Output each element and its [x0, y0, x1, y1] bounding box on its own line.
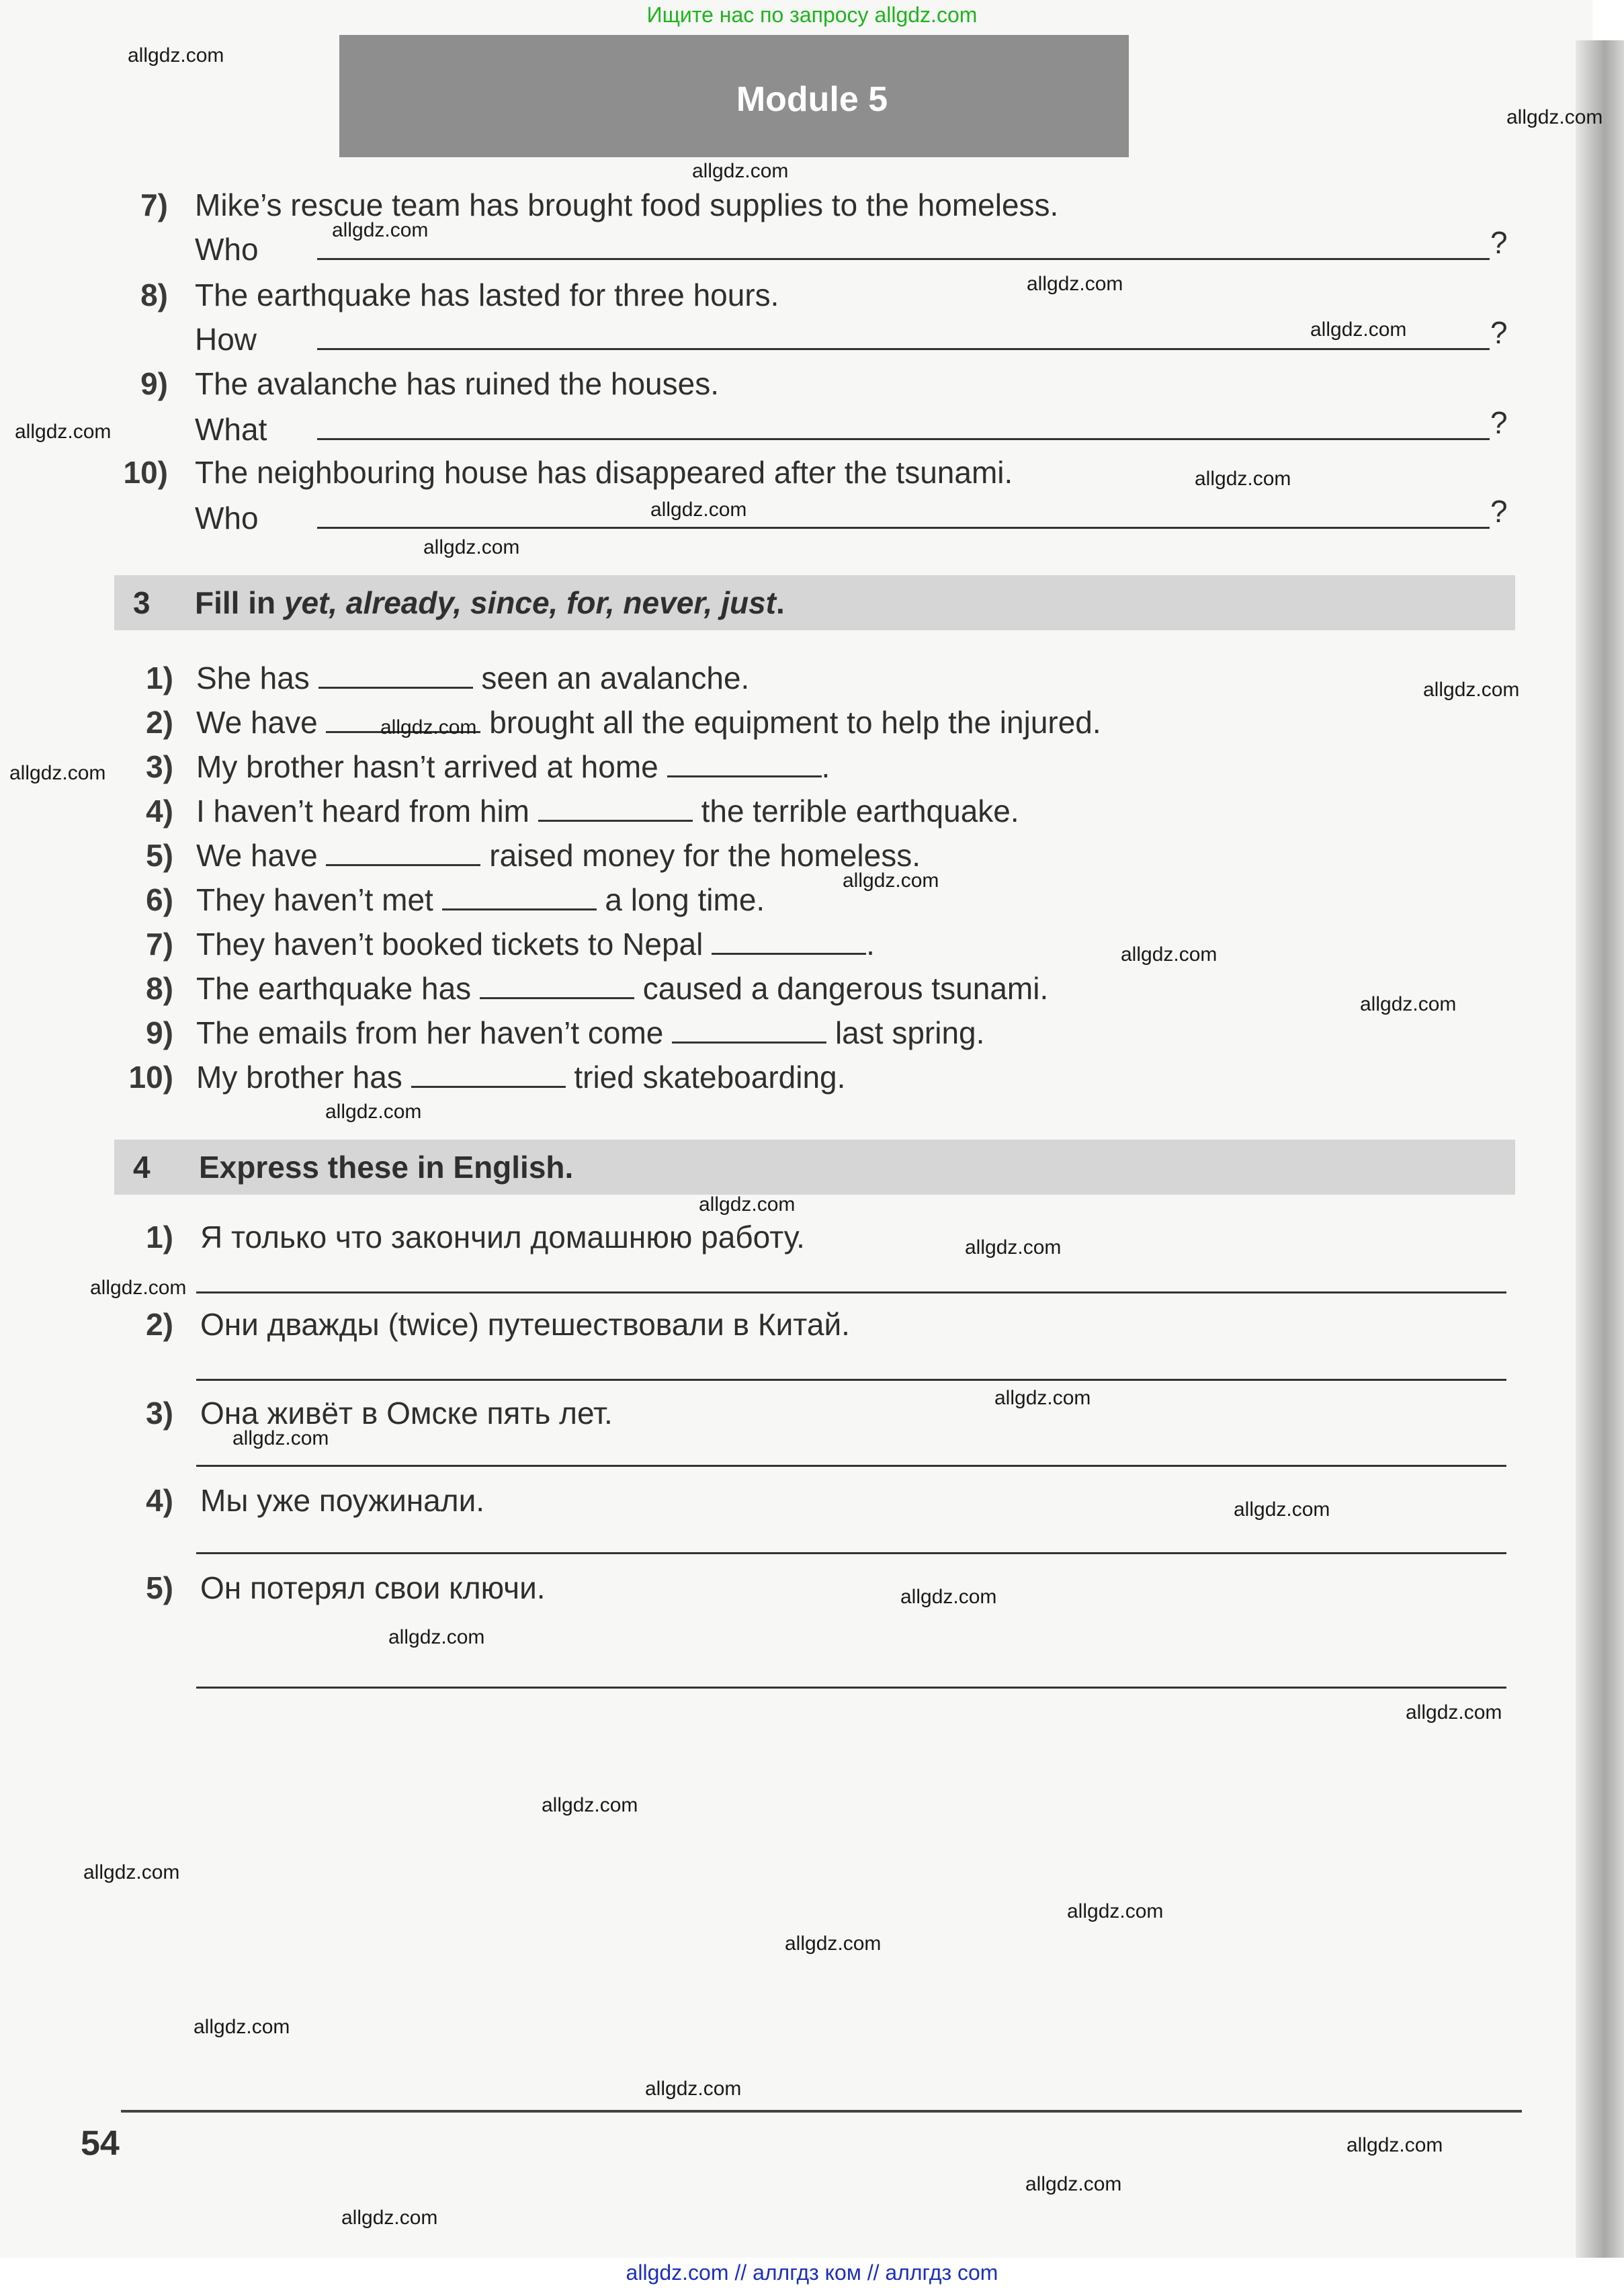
sentence-start: I haven’t heard from him [196, 794, 530, 829]
item-number: 10) [128, 1060, 173, 1095]
item-number: 3) [146, 749, 173, 784]
footer-links[interactable]: allgdz.com // аллгдз ком // аллгдз com [626, 2260, 998, 2285]
exercise-sentence: The avalanche has ruined the houses. [195, 366, 719, 401]
sentence-end: . [821, 749, 830, 784]
answer-blank[interactable] [667, 750, 822, 777]
question-mark: ? [1490, 315, 1508, 350]
fill-in-sentence [196, 660, 749, 696]
watermark: allgdz.com [900, 1586, 997, 1608]
section-3-title-words: yet, already, since, for, never, just [284, 585, 776, 620]
exercise-sentence: The neighbouring house has disappeared after the tsunami. [195, 455, 1013, 490]
watermark: allgdz.com [1360, 993, 1457, 1015]
page-edge-shadow [1576, 40, 1624, 2258]
answer-blank[interactable] [326, 839, 480, 866]
watermark: allgdz.com [90, 1277, 187, 1299]
item-number: 5) [146, 838, 173, 873]
answer-line[interactable] [196, 1687, 1506, 1689]
answer-line[interactable] [196, 1552, 1506, 1554]
russian-sentence: Мы уже поужинали. [200, 1483, 485, 1518]
watermark: allgdz.com [1121, 943, 1217, 966]
module-title: Module 5 [736, 80, 888, 119]
footer-rule [121, 2110, 1522, 2113]
section-3-title-plain: Fill in [195, 585, 284, 620]
sentence-start: They haven’t booked tickets to Nepal [196, 927, 703, 962]
item-number: 5) [146, 1570, 173, 1605]
watermark: allgdz.com [9, 762, 106, 784]
watermark: allgdz.com [1347, 2134, 1443, 2156]
header-search-link[interactable]: Ищите нас по запросу allgdz.com [646, 3, 978, 27]
fill-in-sentence [196, 837, 921, 874]
fill-in-sentence [196, 1059, 845, 1095]
item-number: 2) [146, 705, 173, 740]
fill-in-sentence [196, 749, 830, 785]
watermark: allgdz.com [692, 160, 789, 182]
watermark: allgdz.com [1025, 2173, 1122, 2195]
question-mark: ? [1490, 225, 1508, 260]
sentence-start: We have [196, 705, 318, 740]
answer-line[interactable] [317, 258, 1490, 260]
answer-blank[interactable] [672, 1016, 826, 1044]
watermark: allgdz.com [542, 1794, 638, 1816]
item-number: 8) [146, 971, 173, 1006]
sentence-end: brought all the equipment to help the injured. [489, 705, 1101, 740]
item-number: 4) [146, 1483, 173, 1518]
watermark: allgdz.com [423, 536, 520, 558]
question-mark: ? [1490, 494, 1508, 529]
sentence-end: last spring. [835, 1015, 985, 1050]
watermark: allgdz.com [699, 1193, 796, 1216]
watermark: allgdz.com [1027, 273, 1123, 295]
exercise-sentence: Mike’s rescue team has brought food supplies to the homeless. [195, 187, 1059, 222]
section-3-number: 3 [133, 585, 151, 620]
item-number: 7) [140, 187, 168, 222]
item-number: 8) [140, 278, 168, 312]
exercise-sentence: The earthquake has lasted for three hours. [195, 278, 779, 312]
sentence-end: seen an avalanche. [481, 661, 750, 695]
item-number: 1) [146, 1220, 173, 1255]
answer-line[interactable] [196, 1291, 1506, 1293]
item-number: 1) [146, 661, 173, 695]
item-number: 3) [146, 1396, 173, 1431]
watermark: allgdz.com [843, 869, 939, 892]
watermark: allgdz.com [1423, 679, 1520, 701]
answer-line[interactable] [196, 1379, 1506, 1381]
item-number: 4) [146, 794, 173, 829]
sentence-start: The earthquake has [196, 971, 472, 1006]
item-number: 2) [146, 1307, 173, 1342]
question-word: How [195, 322, 257, 357]
watermark: allgdz.com [388, 1626, 485, 1648]
answer-blank[interactable] [411, 1060, 566, 1088]
sentence-end: a long time. [605, 882, 765, 917]
fill-in-sentence [196, 970, 1048, 1007]
sentence-start: She has [196, 661, 310, 695]
watermark: allgdz.com [645, 2078, 742, 2100]
fill-in-sentence [196, 926, 875, 962]
watermark: allgdz.com [1195, 468, 1291, 490]
answer-line[interactable] [317, 438, 1490, 440]
watermark: allgdz.com [341, 2207, 438, 2229]
watermark: allgdz.com [1067, 1900, 1164, 1922]
fill-in-sentence [196, 704, 1101, 740]
sentence-start: They haven’t met [196, 882, 433, 917]
answer-line[interactable] [196, 1465, 1506, 1467]
sentence-end: . [866, 927, 875, 962]
item-number: 7) [146, 927, 173, 962]
sentence-end: raised money for the homeless. [489, 838, 921, 873]
item-number: 10) [123, 455, 168, 490]
answer-blank[interactable] [538, 794, 693, 822]
watermark: allgdz.com [325, 1101, 422, 1123]
watermark: allgdz.com [1310, 318, 1407, 341]
answer-line[interactable] [317, 527, 1490, 529]
russian-sentence: Они дважды (twice) путешествовали в Китай. [200, 1307, 850, 1342]
watermark: allgdz.com [994, 1387, 1091, 1409]
watermark: allgdz.com [965, 1236, 1062, 1259]
watermark: allgdz.com [1506, 106, 1603, 128]
question-word: Who [195, 501, 259, 536]
section-3-title-end: . [775, 585, 785, 620]
watermark: allgdz.com [15, 421, 112, 443]
item-number: 9) [146, 1015, 173, 1050]
section-4-title: Express these in English. [199, 1150, 574, 1185]
answer-blank[interactable] [442, 883, 597, 910]
page-number: 54 [81, 2124, 120, 2163]
answer-blank[interactable] [480, 972, 634, 999]
answer-blank[interactable] [712, 927, 866, 955]
watermark: allgdz.com [83, 1861, 180, 1883]
sentence-start: The emails from her haven’t come [196, 1015, 664, 1050]
watermark: allgdz.com [128, 44, 224, 67]
watermark: allgdz.com [232, 1427, 329, 1449]
section-3-title [195, 585, 785, 621]
sentence-start: My brother has [196, 1060, 402, 1095]
watermark: allgdz.com [650, 499, 747, 521]
question-mark: ? [1490, 405, 1508, 440]
sentence-end: tried skateboarding. [574, 1060, 846, 1095]
sentence-start: My brother hasn’t arrived at home [196, 749, 658, 784]
fill-in-sentence [196, 793, 1019, 829]
watermark: allgdz.com [380, 716, 477, 738]
watermark: allgdz.com [1406, 1701, 1502, 1724]
watermark: allgdz.com [785, 1932, 882, 1955]
answer-blank[interactable] [318, 661, 473, 689]
question-word: What [195, 412, 267, 447]
answer-line[interactable] [317, 348, 1490, 350]
watermark: allgdz.com [194, 2016, 290, 2038]
russian-sentence: Я только что закончил домашнюю работу. [200, 1220, 805, 1255]
section-4-number: 4 [133, 1150, 151, 1185]
item-number: 6) [146, 882, 173, 917]
sentence-end: the terrible earthquake. [701, 794, 1019, 829]
russian-sentence: Он потерял свои ключи. [200, 1570, 546, 1605]
item-number: 9) [140, 366, 168, 401]
watermark: allgdz.com [1234, 1498, 1330, 1521]
sentence-end: caused a dangerous tsunami. [642, 971, 1049, 1006]
fill-in-sentence [196, 882, 765, 918]
sentence-start: We have [196, 838, 318, 873]
question-word: Who [195, 232, 259, 267]
fill-in-sentence [196, 1015, 984, 1051]
watermark: allgdz.com [332, 219, 429, 241]
russian-sentence: Она живёт в Омске пять лет. [200, 1396, 613, 1431]
